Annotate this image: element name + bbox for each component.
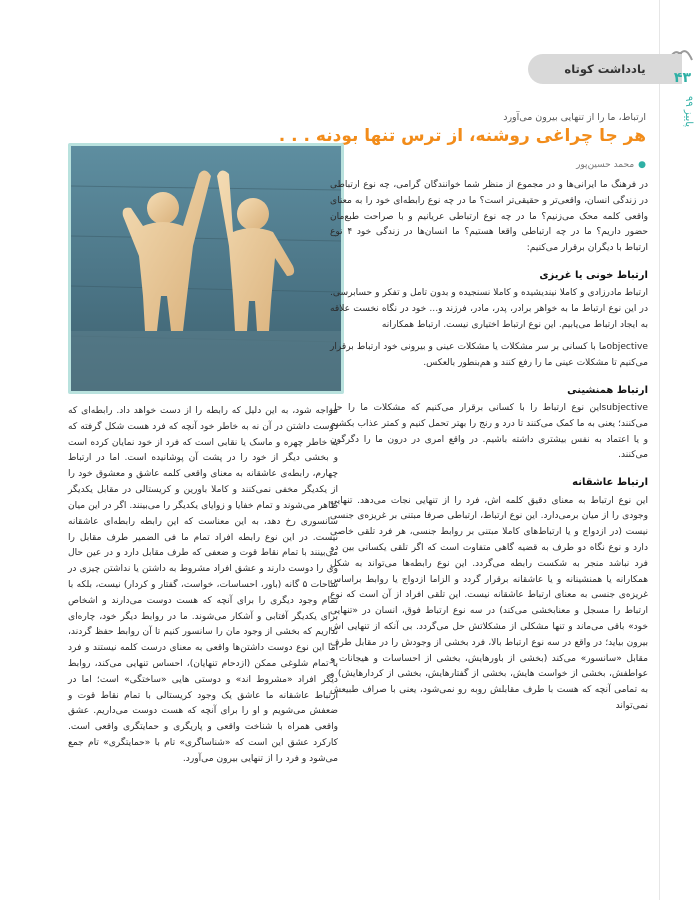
section-body: ارتباط مادرزادی و کاملا نیندیشیده و کاملا نسنجیده و بدون تامل و تفکر و حسابرسی. در این نوع ارتباط ما به خواهر برادر، پدر، مادر، فرزند و... خود در نگاه نخست علاقه به ایجاد ارتباط می‌یابیم. این نوع ارتباط اختیاری نیست. ارتباط همکارانه	[330, 288, 648, 331]
intro-paragraph: در فرهنگ ما ایرانی‌ها و در مجموع از منظر شما خوانندگان گرامی، چه نوع ارتباطی در زندگی انسان، واقعی‌تر و حقیقی‌تر است؟ ما در چه نوع رابطه‌ای خود را به معنای واقعی کلمه محک می‌زنیم؟ ما در چه نوع ارتباطی عریانیم و با صراحت طبع‌مان حضور داریم؟ ما در چه ارتباطی واقعا هستیم؟ ما انسان‌ها در زندگی خود ۴ نوع ارتباط با دیگران برقرار می‌کنیم:	[330, 180, 648, 254]
article-title: هر جا چراغی روشنه، از ترس تنها بودنه . . .	[278, 126, 646, 146]
author-name: محمد حسین‌پور	[576, 160, 635, 170]
section-body: objectiveما با کسانی بر سر مشکلات یا مشکلات عینی و بیرونی خود ارتباط برقرار می‌کنیم تا مشکلات عینی ما را رفع کنند و هم‌بنطور بالعکس.	[330, 341, 648, 368]
author-bullet-icon: ●	[638, 160, 646, 170]
article-kicker: ارتباط، ما را از تنهایی بیرون می‌آورد	[503, 112, 646, 123]
issue-label: پاییز ۹۹	[683, 96, 694, 128]
left-column-text: مواجه شود، به این دلیل که رابطه را از دست خواهد داد. رابطه‌ای که دوست داشتن در آن نه به خاطر خود آنچه که فرد هست شکل گرفته که به خاطر چهره و ماسک یا نقابی است که فرد از خود نمایان کرده است و بخشی دیگر از خود را در پشت آن پوشانیده است. اما در ارتباط چهارم، رابطه‌ی عاشقانه به معنای واقعی کلمه عاشق و معشوق خود را از یکدیگر مخفی نمی‌کنند و کاملا باورین و کریستالی در مقابل یکدیگر ظاهر می‌شوند و تمام خفایا و زوایای یکدیگر را می‌بینند. اگر در این میان سانسوری رخ دهد، به این معناست که این رابطه رابطه‌ای عاشقانه نیست. در این نوع رابطه افراد تمام ما فی الضمیر طرف مقابل را می‌بینند با تمام نقاط قوت و ضعفی که طرف مقابل دارد و در عین حال وی را دوست دارند و عشق افراد مشروط به داشتن یا نداشتن چیزی در ساحات ۵ گانه (باور، احساسات، خواست، گفتار و کردار) نیست، بلکه با تمام وجود دیگری را برای آنچه که هست دوست می‌دارند و اشخاص برای یکدیگر آفتابی و آشکار می‌شوند. ما در روابط دیگر خود، چاره‌ای نداریم که بخشی از وجود مان را سانسور کنیم تا آن روابط حفظ گردند، اما این نوع دوست داشتن‌ها واقعی به معنای درست کلمه نیستند و فرد با تمام شلوغی ممکن (ازدحام تنهایان)، احساس تنهایی می‌کند، روابط دیگر افراد «مشروط اند» و دوستی هایی «ساختگی» است؛ اما در ارتباط عاشقانه ما عاشق یک وجود کریستالی با تمام نقاط قوت و ضعفش می‌شویم و او را برای آنچه که هست دوست می‌داریم. عشق واقعی همراه با شناخت واقعی و پاریگری و حمایتگری واقعی است. کارکرد عشق این است که «شناساگری» تام با «حمایتگری» تام جمع می‌شود و فرد را از تنهایی بیرون می‌آورد.	[68, 406, 339, 764]
left-column	[68, 404, 338, 774]
section-body: subjectiveاین نوع ارتباط را با کسانی برقرار می‌کنیم که مشکلات ما را حل می‌کنند؛ یعنی به ما کمک می‌کنند تا درد و رنج را بهتر تحمل کنیم و کمتر عذاب بکشیم و یا اعتماد به نفس بیشتری داشته باشیم. در واقع امری در درون ما را دگرگون می‌کنند.	[330, 402, 648, 461]
section-heading: ارتباط عاشقانه	[572, 477, 648, 489]
page-number: ۴۳	[673, 70, 691, 86]
right-column	[330, 178, 648, 721]
article-photo	[68, 143, 344, 394]
wooden-figures-image	[71, 146, 341, 391]
section-heading: ارتباط خونی یا غریزی	[539, 270, 648, 282]
section-body: این نوع ارتباط به معنای دقیق کلمه اش، فرد را از تنهایی نجات می‌دهد. تنهایی وجودی را از میان برمی‌دارد. این نوع ارتباط، ارتباطی صرفا مبتنی بر غریزه‌ی جنسی نیست (در ازدواج و یا ارتباط‌های کاملا مبتنی بر روابط جنسی، هر فرد تلقی خاصی دارد و نوع نگاه دو طرف به قضیه گاهی متفاوت است که اگر تلقی یکسانی بین دو فرد نباشد منجر به شکست رابطه می‌گردد. این نوع رابطه‌ها می‌تواند به شکل همکارانه یا همنشینانه و یا عاشقانه برقرار گردد و الزاما ازدواج یا روابط براساس غریزه‌ی جنسی به معنای ارتباط عاشقانه نیست. این تلقی افراد از آن است که نوع ارتباط را مسجل و معنابخشی می‌کند) در سه نوع ارتباط فوق، انسان در «تنهایی خود» باقی می‌ماند و تنها مشکلی از مشکلاتش حل می‌گردد. بی آنکه از تنهایی اش بیرون بیاید؛ در واقع در سه نوع ارتباط بالا، فرد بخشی از وجودش را در مقابل طرف مقابل «سانسور» می‌کند (بخشی از باورهایش، بخشی از احساسات و هیجانات و عواطفش، بخشی از خواست هایش، بخشی از گفتارهایش، بخشی از کردارهایش) و به تمامی آنچه که هست با طرف مقابلش روبه رو نمی‌شود، یعنی با صراف طبیعش نمی‌تواند	[330, 495, 648, 712]
side-strip	[659, 0, 700, 900]
section-heading: ارتباط همنشینی	[567, 384, 648, 396]
section-tab: یادداشت کوتاه	[528, 54, 682, 84]
author-line	[576, 160, 646, 170]
